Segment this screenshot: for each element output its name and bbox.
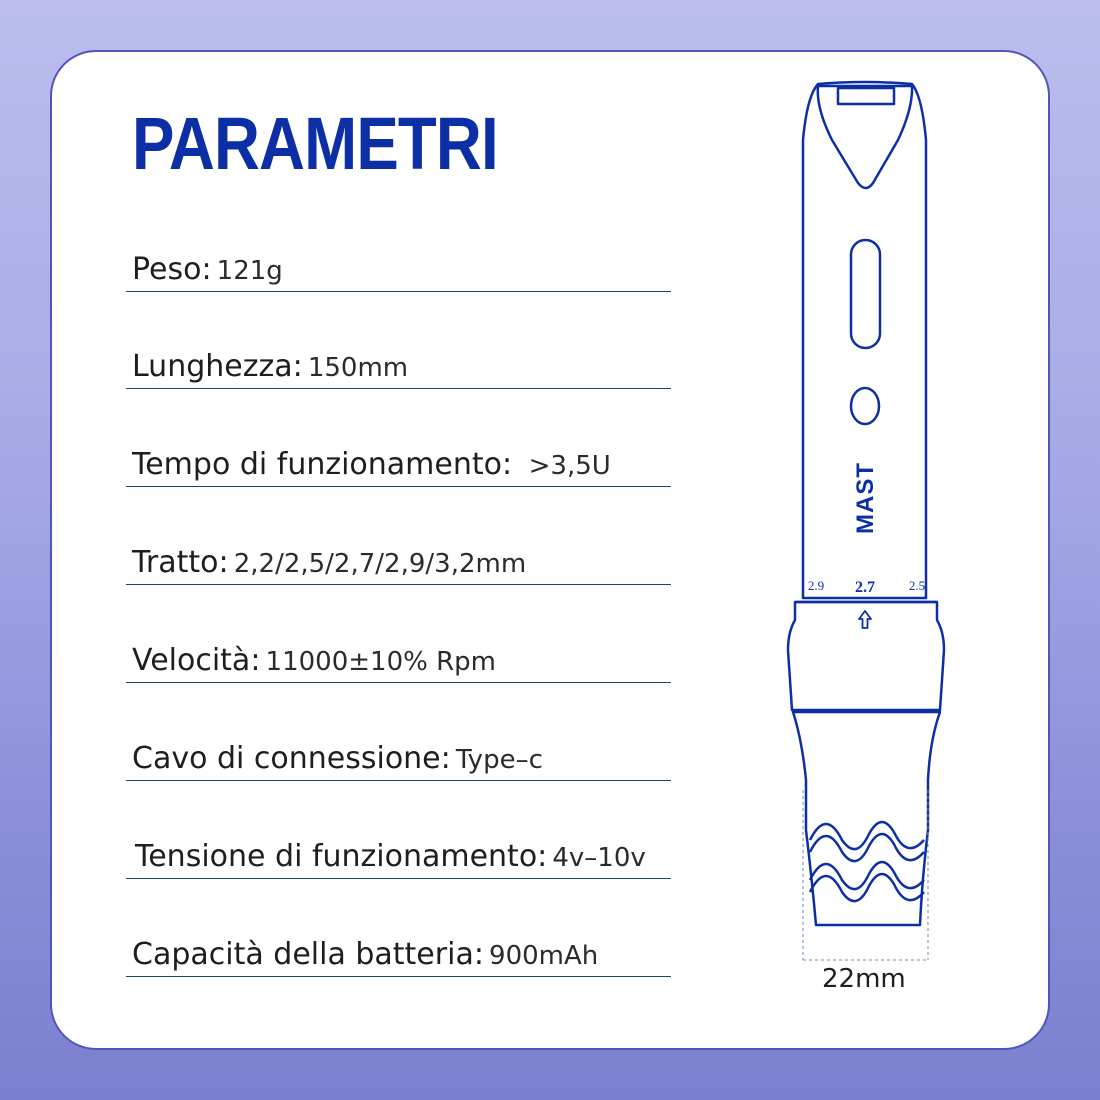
pen-oval-display — [851, 240, 880, 348]
page-title: PARAMETRI — [132, 102, 498, 185]
stroke-scale-label-selected: 2.7 — [855, 579, 875, 596]
param-value: 900mAh — [489, 941, 599, 971]
pen-brand-logo: MAST — [852, 462, 879, 534]
param-label: Tensione di funzionamento: — [135, 839, 548, 874]
pen-front-panel — [818, 86, 912, 188]
param-label: Velocità: — [132, 643, 261, 678]
param-label: Cavo di connessione: — [132, 741, 451, 776]
power-button-icon — [851, 388, 879, 424]
param-value: 150mm — [307, 353, 409, 383]
width-dimension-guide — [803, 790, 928, 960]
pen-top-window — [838, 88, 894, 104]
param-value: Type–c — [455, 745, 543, 775]
param-value: 4v–10v — [552, 843, 646, 873]
param-value: 11000±10% Rpm — [265, 647, 496, 677]
stroke-scale-label: 2.5 — [908, 578, 926, 593]
param-value: 2,2/2,5/2,7/2,9/3,2mm — [233, 549, 527, 579]
param-value: 121g — [216, 256, 283, 286]
pen-width-label: 22mm — [822, 964, 906, 994]
param-label: Tratto: — [132, 545, 229, 580]
param-label: Tempo di funzionamento: — [132, 447, 513, 482]
param-label: Capacità della batteria: — [132, 937, 484, 972]
pen-stroke-collar — [788, 602, 944, 710]
arrow-up-icon — [859, 611, 871, 628]
param-value: >3,5U — [512, 451, 611, 481]
param-label: Lunghezza: — [132, 349, 303, 384]
stroke-scale-label: 2.9 — [807, 578, 825, 593]
param-label: Peso: — [132, 252, 212, 287]
